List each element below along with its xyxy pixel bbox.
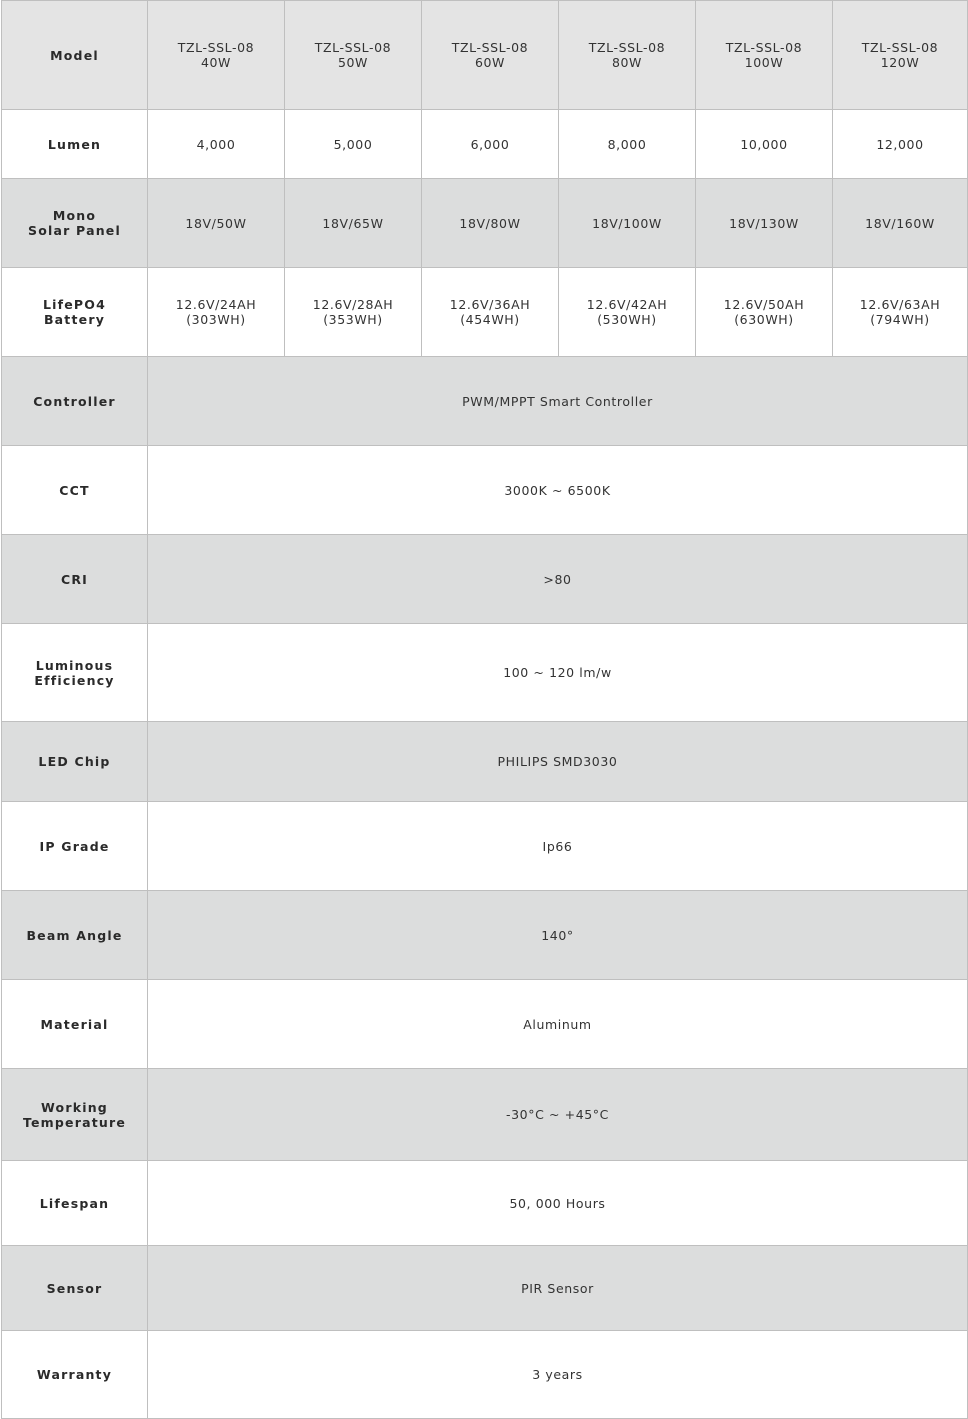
label-line: Efficiency [34, 672, 115, 688]
cri-value: >80 [148, 535, 968, 624]
lumen-cell: 5,000 [285, 110, 422, 179]
model-name: TZL-SSL-08 [451, 40, 529, 55]
model-name: TZL-SSL-08 [588, 40, 666, 55]
row-battery [2, 268, 968, 357]
panel-cell: 18V/80W [422, 179, 559, 268]
row-efficiency [2, 624, 968, 722]
label-line: LifePO4 [42, 297, 107, 312]
sensor-value: PIR Sensor [148, 1246, 968, 1331]
label-line: Working [41, 1099, 108, 1115]
battery-energy: (303WH) [186, 312, 246, 327]
model-name: TZL-SSL-08 [177, 40, 255, 55]
material-value: Aluminum [148, 980, 968, 1069]
battery-cell [285, 268, 422, 357]
row-temperature [2, 1069, 968, 1161]
battery-capacity: 12.6V/50AH [723, 297, 805, 312]
label-beam-angle: Beam Angle [2, 891, 148, 980]
label-lifespan: Lifespan [2, 1161, 148, 1246]
label-battery [2, 268, 148, 357]
label-led-chip: LED Chip [2, 722, 148, 802]
battery-energy: (353WH) [323, 312, 383, 327]
row-lifespan [2, 1161, 968, 1246]
battery-energy: (794WH) [870, 312, 930, 327]
row-solar-panel [2, 179, 968, 268]
battery-cell [422, 268, 559, 357]
model-name: TZL-SSL-08 [861, 40, 939, 55]
model-power: 50W [337, 55, 369, 70]
model-cell [559, 1, 696, 110]
temperature-value: -30°C ~ +45°C [148, 1069, 968, 1161]
ip-grade-value: Ip66 [148, 802, 968, 891]
label-controller: Controller [2, 357, 148, 446]
panel-cell: 18V/100W [559, 179, 696, 268]
battery-cell [559, 268, 696, 357]
label-lumen: Lumen [2, 110, 148, 179]
row-sensor [2, 1246, 968, 1331]
battery-capacity: 12.6V/24AH [175, 297, 257, 312]
battery-capacity: 12.6V/63AH [859, 297, 941, 312]
lumen-cell: 6,000 [422, 110, 559, 179]
model-power: 100W [744, 55, 784, 70]
model-power: 40W [200, 55, 232, 70]
battery-cell [833, 268, 968, 357]
label-cri: CRI [2, 535, 148, 624]
model-cell [148, 1, 285, 110]
lumen-cell: 10,000 [696, 110, 833, 179]
panel-cell: 18V/130W [696, 179, 833, 268]
label-material: Material [2, 980, 148, 1069]
model-cell [285, 1, 422, 110]
model-power: 120W [880, 55, 920, 70]
battery-capacity: 12.6V/42AH [586, 297, 668, 312]
battery-cell [148, 268, 285, 357]
label-sensor: Sensor [2, 1246, 148, 1331]
row-warranty [2, 1331, 968, 1419]
model-name: TZL-SSL-08 [725, 40, 803, 55]
label-temperature [2, 1069, 148, 1161]
model-cell [422, 1, 559, 110]
panel-cell: 18V/50W [148, 179, 285, 268]
cct-value: 3000K ~ 6500K [148, 446, 968, 535]
row-model [2, 1, 968, 110]
panel-cell: 18V/65W [285, 179, 422, 268]
battery-capacity: 12.6V/28AH [312, 297, 394, 312]
battery-capacity: 12.6V/36AH [449, 297, 531, 312]
panel-cell: 18V/160W [833, 179, 968, 268]
row-beam-angle [2, 891, 968, 980]
row-controller [2, 357, 968, 446]
lumen-cell: 4,000 [148, 110, 285, 179]
label-line: Mono [52, 208, 97, 223]
efficiency-value: 100 ~ 120 lm/w [148, 624, 968, 722]
row-cct [2, 446, 968, 535]
label-model: Model [2, 1, 148, 110]
battery-energy: (630WH) [734, 312, 794, 327]
lifespan-value: 50, 000 Hours [148, 1161, 968, 1246]
row-ip-grade [2, 802, 968, 891]
label-line: Solar Panel [28, 223, 121, 238]
lumen-cell: 12,000 [833, 110, 968, 179]
battery-energy: (454WH) [460, 312, 520, 327]
label-line: Luminous [35, 657, 114, 673]
label-efficiency [2, 624, 148, 722]
model-cell [696, 1, 833, 110]
label-cct: CCT [2, 446, 148, 535]
label-line: Battery [43, 312, 106, 327]
row-lumen [2, 110, 968, 179]
warranty-value: 3 years [148, 1331, 968, 1419]
label-line: Temperature [22, 1114, 127, 1130]
row-cri [2, 535, 968, 624]
model-cell [833, 1, 968, 110]
battery-cell [696, 268, 833, 357]
led-chip-value: PHILIPS SMD3030 [148, 722, 968, 802]
model-name: TZL-SSL-08 [314, 40, 392, 55]
label-ip-grade: IP Grade [2, 802, 148, 891]
label-warranty: Warranty [2, 1331, 148, 1419]
row-material [2, 980, 968, 1069]
model-power: 80W [611, 55, 643, 70]
row-led-chip [2, 722, 968, 802]
battery-energy: (530WH) [597, 312, 657, 327]
label-solar-panel [2, 179, 148, 268]
lumen-cell: 8,000 [559, 110, 696, 179]
controller-value: PWM/MPPT Smart Controller [148, 357, 968, 446]
beam-angle-value: 140° [148, 891, 968, 980]
spec-table [1, 0, 968, 1419]
model-power: 60W [474, 55, 506, 70]
